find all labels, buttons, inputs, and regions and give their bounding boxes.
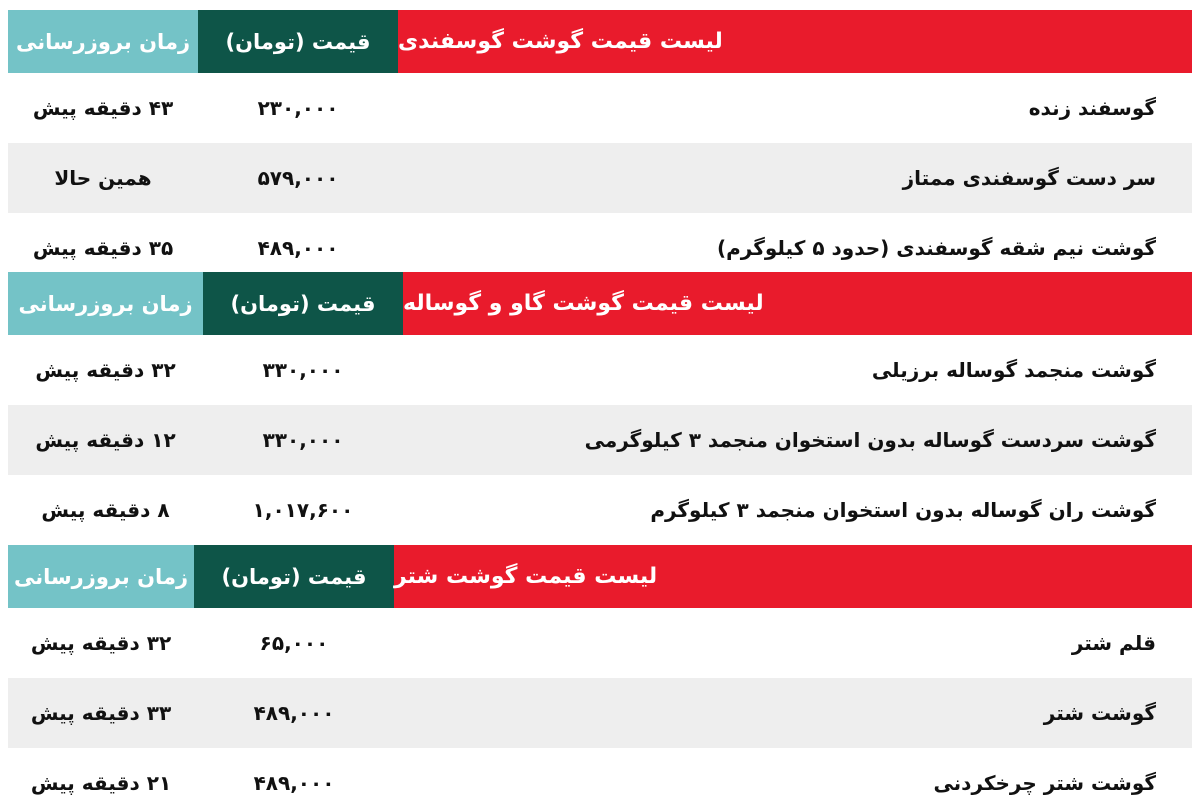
row-time: ۱۲ دقیقه پیش (35, 428, 176, 452)
row-price: ۵۷۹,۰۰۰ (257, 166, 339, 190)
table-header (8, 10, 1192, 73)
row-time: ۳۲ دقیقه پیش (35, 358, 176, 382)
beef-veal-price-table (8, 272, 1192, 537)
row-time: ۳۳ دقیقه پیش (30, 701, 172, 725)
row-price: ۲۳۰,۰۰۰ (257, 96, 339, 120)
table-row (8, 678, 1192, 748)
row-price: ۶۵,۰۰۰ (259, 631, 329, 655)
row-price: ۳۳۰,۰۰۰ (262, 428, 344, 452)
price-column-header: قیمت (تومان) (203, 272, 403, 335)
time-column-header: زمان بروزرسانی (8, 272, 203, 335)
camel-meat-price-table (8, 545, 1192, 800)
row-name: گوشت منجمد گوساله برزیلی (871, 358, 1156, 382)
table-row (8, 475, 1192, 537)
row-name: گوشت شتر چرخکردنی (933, 771, 1156, 795)
time-column-header: زمان بروزرسانی (8, 10, 198, 73)
sheep-meat-price-table (8, 10, 1192, 265)
table-row (8, 143, 1192, 213)
row-price: ۴۸۹,۰۰۰ (257, 236, 339, 260)
row-name: گوشت سردست گوساله بدون استخوان منجمد ۳ کیلوگرمی (584, 428, 1156, 452)
price-column-header: قیمت (تومان) (198, 10, 398, 73)
table-title: لیست قیمت گوشت گوسفندی (398, 10, 1192, 73)
row-name: گوشت شتر (1043, 701, 1156, 725)
row-name: گوسفند زنده (1028, 96, 1156, 120)
table-row (8, 748, 1192, 800)
table-row (8, 335, 1192, 405)
row-time: ۳۲ دقیقه پیش (30, 631, 172, 655)
table-title: لیست قیمت گوشت گاو و گوساله (403, 272, 1192, 335)
row-time: ۲۱ دقیقه پیش (30, 771, 172, 795)
table-row (8, 213, 1192, 265)
table-header (8, 272, 1192, 335)
row-time: ۴۳ دقیقه پیش (32, 96, 174, 120)
price-column-header: قیمت (تومان) (194, 545, 394, 608)
table-title: لیست قیمت گوشت شتر (394, 545, 1192, 608)
time-column-header: زمان بروزرسانی (8, 545, 194, 608)
row-time: ۸ دقیقه پیش (41, 498, 170, 522)
row-price: ۳۳۰,۰۰۰ (262, 358, 344, 382)
table-row (8, 73, 1192, 143)
row-name: گوشت نیم شقه گوسفندی (حدود ۵ کیلوگرم) (716, 236, 1156, 260)
row-name: سر دست گوسفندی ممتاز (902, 166, 1156, 190)
row-price: ۴۸۹,۰۰۰ (253, 771, 335, 795)
row-price: ۴۸۹,۰۰۰ (253, 701, 335, 725)
table-row (8, 608, 1192, 678)
row-time: همین حالا (54, 166, 152, 190)
table-row (8, 405, 1192, 475)
row-name: قلم شتر (1071, 631, 1156, 655)
row-name: گوشت ران گوساله بدون استخوان منجمد ۳ کیلوگرم (650, 498, 1156, 522)
row-time: ۳۵ دقیقه پیش (32, 236, 174, 260)
table-header (8, 545, 1192, 608)
row-price: ۱,۰۱۷,۶۰۰ (252, 498, 354, 522)
